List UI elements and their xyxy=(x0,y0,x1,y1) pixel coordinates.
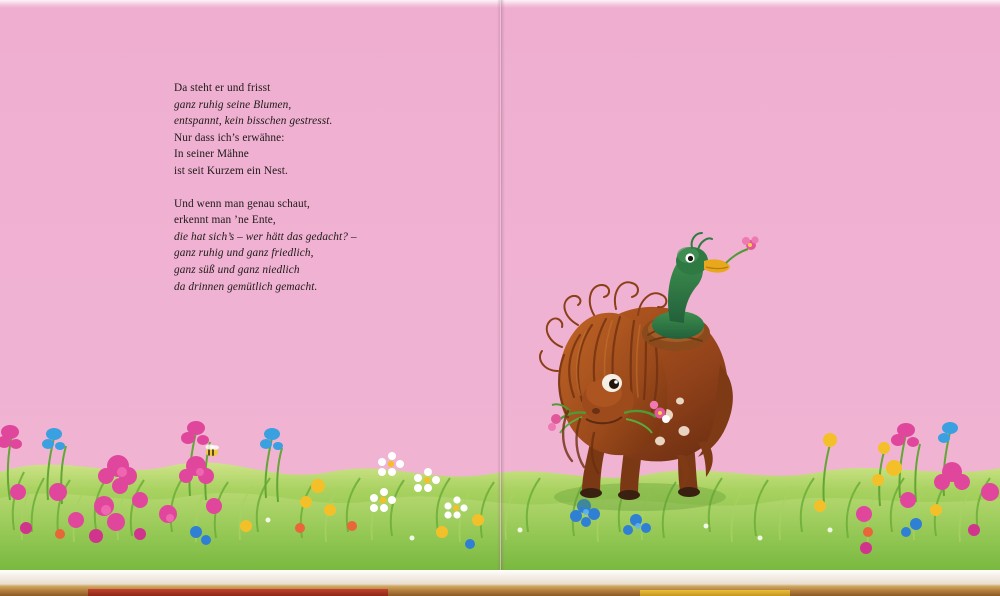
bee-icon xyxy=(206,444,220,456)
poem-line: da drinnen gemütlich gemacht. xyxy=(174,280,318,293)
book-spine-line xyxy=(500,0,501,596)
poem-line: Nur dass ich’s erwähne: xyxy=(174,131,285,144)
flower-in-beak xyxy=(726,236,759,263)
cover-accent-red xyxy=(88,589,388,596)
poem-line: In seiner Mähne xyxy=(174,148,249,161)
poem-line: Da steht er und frisst xyxy=(174,82,271,94)
poem-text xyxy=(174,80,474,311)
poem-line: ist seit Kurzem ein Nest. xyxy=(174,164,288,177)
book-gutter xyxy=(497,0,505,596)
pony-with-duck-illustration xyxy=(520,205,770,525)
poem-line: die hat sich’s – wer hätt das gedacht? – xyxy=(174,230,357,243)
duck xyxy=(652,233,759,339)
poem-line: ganz süß und ganz niedlich xyxy=(174,263,300,276)
poem-stanza-1 xyxy=(174,80,474,180)
poem-line: entspannt, kein bisschen gestresst. xyxy=(174,115,333,128)
poem-line: Und wenn man genau schaut, xyxy=(174,197,310,210)
poem-line: ganz ruhig seine Blumen, xyxy=(174,98,292,111)
poem-stanza-2 xyxy=(174,196,474,296)
poem-line: erkennt man ’ne Ente, xyxy=(174,214,276,227)
cover-accent-yellow xyxy=(640,590,790,596)
poem-line: ganz ruhig und ganz friedlich, xyxy=(174,247,314,260)
book-cover-strip xyxy=(0,584,1000,596)
book-bottom-edge xyxy=(0,570,1000,596)
page-block-edge xyxy=(0,570,1000,584)
